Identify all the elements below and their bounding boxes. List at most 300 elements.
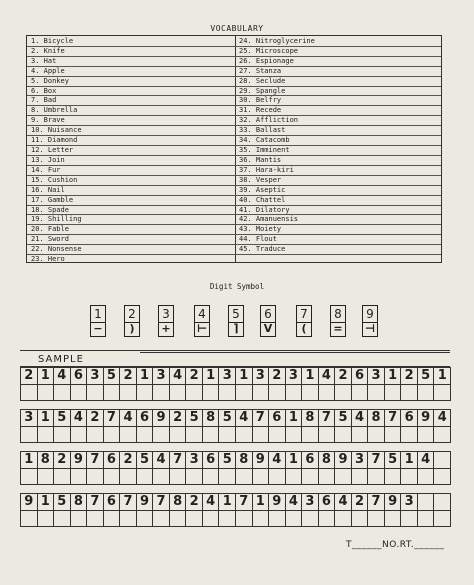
vocabulary-item: 26. Espionage <box>239 56 294 65</box>
digit-cell-number: 6 <box>401 410 417 427</box>
vocabulary-item: 38. Vesper <box>239 175 282 184</box>
digit-cell-number: 5 <box>385 452 401 469</box>
digit-cell[interactable] <box>202 367 220 401</box>
vocabulary-item: 17. Gamble <box>31 195 74 204</box>
digit-cell-number: 9 <box>71 452 87 469</box>
vocabulary-row-line <box>27 195 441 196</box>
footer-score: T______NO.RT.______ <box>346 540 445 550</box>
key-digit: 7 <box>297 306 311 323</box>
digit-cell[interactable] <box>202 493 220 527</box>
digit-cell-number: 7 <box>153 494 169 511</box>
digit-cell-number: 7 <box>319 410 335 427</box>
vocabulary-row-line <box>27 155 441 156</box>
vocabulary-item: 37. Hara-kiri <box>239 165 294 174</box>
vocabulary-item: 45. Traduce <box>239 245 286 254</box>
key-digit: 6 <box>261 306 275 323</box>
digit-cell[interactable] <box>285 367 303 401</box>
vocabulary-item: 18. Spade <box>31 205 69 214</box>
digit-cell[interactable] <box>119 451 137 485</box>
vocabulary-row-line <box>27 56 441 57</box>
digit-cell-number: 6 <box>302 452 318 469</box>
digit-cell[interactable] <box>53 451 71 485</box>
digit-cell-number: 2 <box>186 368 202 385</box>
digit-cell[interactable] <box>20 367 38 401</box>
vocabulary-item: 31. Recede <box>239 106 282 115</box>
digit-cell-number: 2 <box>269 368 285 385</box>
digit-symbol-title: Digit Symbol <box>209 282 265 291</box>
vocabulary-item: 40. Chattel <box>239 195 286 204</box>
digit-cell-number: 4 <box>352 410 368 427</box>
vocabulary-row-line <box>27 165 441 166</box>
digit-cell-number: 1 <box>385 368 401 385</box>
digit-cell-number: 7 <box>368 452 384 469</box>
digit-cell[interactable] <box>301 493 319 527</box>
digit-cell[interactable] <box>53 493 71 527</box>
vocabulary-item: 12. Letter <box>31 146 74 155</box>
vocabulary-row-line <box>27 125 441 126</box>
digit-cell[interactable] <box>169 451 187 485</box>
digit-cell-number: 7 <box>385 410 401 427</box>
digit-cell-number: 4 <box>286 494 302 511</box>
digit-cell-number: 2 <box>87 410 103 427</box>
digit-cell-number: 1 <box>253 494 269 511</box>
digit-cell[interactable] <box>268 493 286 527</box>
vocabulary-row-line <box>27 95 441 96</box>
vocabulary-item: 39. Aseptic <box>239 185 286 194</box>
vocabulary-row-line <box>27 115 441 116</box>
vocabulary-title: VOCABULARY <box>210 24 264 33</box>
vocabulary-row-line <box>27 105 441 106</box>
digit-cell-number: 3 <box>21 410 37 427</box>
vocabulary-row-line <box>27 86 441 87</box>
digit-cell-number: 8 <box>170 494 186 511</box>
vocabulary-item: 32. Affliction <box>239 116 299 125</box>
vocabulary-item: 23. Hero <box>31 255 65 264</box>
digit-cell[interactable] <box>367 493 385 527</box>
digit-cell-number: 8 <box>302 410 318 427</box>
vocabulary-row-line <box>27 234 441 235</box>
digit-cell[interactable] <box>86 451 104 485</box>
digit-cell[interactable] <box>218 493 236 527</box>
digit-cell[interactable] <box>318 367 336 401</box>
digit-cell[interactable] <box>136 409 154 443</box>
key-symbol: ( <box>301 322 307 335</box>
vocabulary-item: 25. Microscope <box>239 46 299 55</box>
digit-cell-number: 9 <box>335 452 351 469</box>
digit-cell[interactable] <box>169 493 187 527</box>
digit-cell-number: 7 <box>87 452 103 469</box>
digit-cell-number: 9 <box>418 410 434 427</box>
vocabulary-item: 11. Diamond <box>31 136 78 145</box>
vocabulary-item: 4. Apple <box>31 66 65 75</box>
digit-cell-number: 4 <box>418 452 434 469</box>
digit-cell[interactable] <box>400 409 418 443</box>
digit-cell[interactable] <box>235 451 253 485</box>
digit-cell[interactable] <box>334 367 352 401</box>
vocabulary-row-line <box>27 46 441 47</box>
key-symbol: = <box>333 322 343 335</box>
digit-cell-number: 1 <box>38 494 54 511</box>
digit-cell[interactable] <box>103 451 121 485</box>
digit-cell-number: 7 <box>104 410 120 427</box>
vocabulary-item: 7. Bad <box>31 96 57 105</box>
vocabulary-item: 36. Mantis <box>239 155 282 164</box>
vocabulary-row-line <box>27 175 441 176</box>
digit-cell-number: 3 <box>219 368 235 385</box>
digit-cell-number: 1 <box>203 368 219 385</box>
digit-cell[interactable] <box>152 409 170 443</box>
digit-cell[interactable] <box>252 451 270 485</box>
digit-cell[interactable] <box>351 493 369 527</box>
digit-cell[interactable] <box>70 409 88 443</box>
digit-cell[interactable] <box>70 493 88 527</box>
digit-cell[interactable] <box>37 367 55 401</box>
vocabulary-item: 43. Moiety <box>239 225 282 234</box>
digit-cell[interactable] <box>185 451 203 485</box>
vocabulary-row-line <box>27 135 441 136</box>
digit-cell-number: 2 <box>335 368 351 385</box>
digit-cell[interactable] <box>70 451 88 485</box>
digit-cell[interactable] <box>235 367 253 401</box>
key-symbol: + <box>161 322 171 335</box>
sample-rule-top-2 <box>140 352 450 353</box>
vocabulary-item: 24. Nitroglycerine <box>239 37 315 45</box>
digit-cell[interactable] <box>367 451 385 485</box>
vocabulary-item: 1. Bicycle <box>31 37 74 45</box>
key-box <box>362 305 378 337</box>
digit-cell-number: 6 <box>269 410 285 427</box>
digit-cell[interactable] <box>318 409 336 443</box>
vocabulary-item: 16. Nail <box>31 185 65 194</box>
digit-cell-number: 2 <box>120 452 136 469</box>
digit-cell-number: 6 <box>352 368 368 385</box>
digit-cell[interactable] <box>20 493 38 527</box>
digit-cell-number: 4 <box>319 368 335 385</box>
vocabulary-row-line <box>27 145 441 146</box>
digit-cell-number: 5 <box>104 368 120 385</box>
digit-cell-number: 4 <box>269 452 285 469</box>
digit-cell-number: 9 <box>153 410 169 427</box>
digit-cell-number: 6 <box>137 410 153 427</box>
digit-cell-number: 8 <box>71 494 87 511</box>
digit-cell[interactable] <box>433 451 451 485</box>
digit-cell[interactable] <box>70 367 88 401</box>
digit-cell-number: 8 <box>38 452 54 469</box>
digit-cell[interactable] <box>37 451 55 485</box>
digit-cell[interactable] <box>417 367 435 401</box>
digit-cell[interactable] <box>202 451 220 485</box>
digit-cell[interactable] <box>334 493 352 527</box>
vocabulary-row-line <box>27 224 441 225</box>
digit-cell-number: 5 <box>335 410 351 427</box>
vocabulary-row-line <box>27 66 441 67</box>
digit-cell-number: 2 <box>21 368 37 385</box>
vocabulary-item: 29. Spangle <box>239 86 286 95</box>
digit-cell-number: 4 <box>153 452 169 469</box>
digit-cell[interactable] <box>185 493 203 527</box>
digit-cell-number: 4 <box>120 410 136 427</box>
vocabulary-item: 6. Box <box>31 86 57 95</box>
digit-cell-number: 4 <box>54 368 70 385</box>
digit-cell-number: 6 <box>104 452 120 469</box>
digit-cell-number: 1 <box>286 452 302 469</box>
digit-cell[interactable] <box>285 451 303 485</box>
digit-cell[interactable] <box>351 409 369 443</box>
digit-cell-number: 1 <box>302 368 318 385</box>
digit-cell[interactable] <box>86 409 104 443</box>
digit-cell[interactable] <box>301 367 319 401</box>
digit-cell-number: 7 <box>368 494 384 511</box>
digit-cell-number: 8 <box>203 410 219 427</box>
vocabulary-item: 14. Fur <box>31 165 61 174</box>
digit-cell-number: 6 <box>319 494 335 511</box>
digit-cell[interactable] <box>218 409 236 443</box>
digit-cell-number: 7 <box>170 452 186 469</box>
digit-cell[interactable] <box>301 451 319 485</box>
key-symbol: V <box>263 322 273 335</box>
digit-cell[interactable] <box>53 367 71 401</box>
digit-cell[interactable] <box>103 493 121 527</box>
vocabulary-item: 10. Nuisance <box>31 126 82 135</box>
digit-cell-number: 2 <box>120 368 136 385</box>
digit-cell-number: 5 <box>54 410 70 427</box>
digit-cell[interactable] <box>433 367 451 401</box>
vocabulary-item: 34. Catacomb <box>239 136 290 145</box>
sample-rule-top <box>20 350 450 351</box>
vocabulary-item: 33. Ballast <box>239 126 286 135</box>
vocabulary-row-line <box>27 76 441 77</box>
digit-cell-number: 1 <box>434 368 450 385</box>
digit-cell-number: 1 <box>38 368 54 385</box>
vocabulary-row-line <box>27 244 441 245</box>
vocabulary-item: 21. Sword <box>31 235 69 244</box>
digit-cell-number: 5 <box>219 410 235 427</box>
vocabulary-item: 15. Cushion <box>31 175 78 184</box>
vocabulary-item: 20. Fable <box>31 225 69 234</box>
digit-cell[interactable] <box>384 409 402 443</box>
digit-cell[interactable] <box>20 409 38 443</box>
vocabulary-item: 19. Shilling <box>31 215 82 224</box>
digit-cell[interactable] <box>417 451 435 485</box>
digit-cell[interactable] <box>136 493 154 527</box>
digit-cell[interactable] <box>433 493 451 527</box>
digit-cell-number: 3 <box>186 452 202 469</box>
digit-cell[interactable] <box>400 367 418 401</box>
vocabulary-item: 42. Amanuensis <box>239 215 299 224</box>
digit-cell-number: 1 <box>21 452 37 469</box>
digit-cell-number: 8 <box>319 452 335 469</box>
digit-cell[interactable] <box>301 409 319 443</box>
digit-cell-number: 3 <box>87 368 103 385</box>
digit-cell[interactable] <box>169 409 187 443</box>
digit-cell[interactable] <box>169 367 187 401</box>
vocabulary-row-line <box>27 185 441 186</box>
key-digit: 4 <box>195 306 209 323</box>
key-digit: 8 <box>331 306 345 323</box>
digit-cell-number: 4 <box>434 410 450 427</box>
digit-cell[interactable] <box>235 493 253 527</box>
digit-cell-number: 3 <box>302 494 318 511</box>
key-box <box>124 305 140 337</box>
digit-cell-number: 5 <box>137 452 153 469</box>
digit-cell-number: 9 <box>385 494 401 511</box>
digit-cell-number: 7 <box>120 494 136 511</box>
key-symbol: − <box>93 322 103 335</box>
digit-cell[interactable] <box>367 367 385 401</box>
digit-cell-number: 3 <box>368 368 384 385</box>
digit-cell[interactable] <box>86 493 104 527</box>
digit-cell-number <box>418 494 434 511</box>
key-digit: 9 <box>363 306 377 323</box>
key-symbol: ⊢ <box>196 322 208 335</box>
digit-cell[interactable] <box>268 367 286 401</box>
digit-cell-number: 9 <box>21 494 37 511</box>
digit-cell-number: 9 <box>137 494 153 511</box>
vocabulary-item: 41. Dilatory <box>239 205 290 214</box>
digit-cell-number: 9 <box>253 452 269 469</box>
digit-cell[interactable] <box>384 451 402 485</box>
digit-cell[interactable] <box>384 367 402 401</box>
digit-cell[interactable] <box>268 451 286 485</box>
key-digit: 2 <box>125 306 139 323</box>
digit-cell-number: 2 <box>186 494 202 511</box>
digit-cell-number: 3 <box>253 368 269 385</box>
digit-cell[interactable] <box>285 409 303 443</box>
key-box <box>228 305 244 337</box>
digit-cell-number: 4 <box>71 410 87 427</box>
digit-cell[interactable] <box>53 409 71 443</box>
digit-cell[interactable] <box>119 493 137 527</box>
digit-cell[interactable] <box>285 493 303 527</box>
digit-cell[interactable] <box>103 409 121 443</box>
digit-cell-number: 6 <box>203 452 219 469</box>
digit-cell-number: 5 <box>418 368 434 385</box>
digit-cell-number: 2 <box>352 494 368 511</box>
digit-cell-number: 1 <box>286 410 302 427</box>
digit-cell[interactable] <box>136 367 154 401</box>
key-digit: 5 <box>229 306 243 323</box>
digit-cell-number: 7 <box>253 410 269 427</box>
digit-cell[interactable] <box>119 409 137 443</box>
digit-cell[interactable] <box>185 367 203 401</box>
vocabulary-item: 44. Flout <box>239 235 277 244</box>
digit-cell-number: 3 <box>153 368 169 385</box>
digit-cell[interactable] <box>252 409 270 443</box>
digit-cell[interactable] <box>417 493 435 527</box>
digit-cell[interactable] <box>433 409 451 443</box>
digit-cell[interactable] <box>185 409 203 443</box>
key-box <box>260 305 276 337</box>
key-box <box>90 305 106 337</box>
digit-cell-number: 1 <box>137 368 153 385</box>
vocabulary-table <box>26 35 442 263</box>
digit-cell[interactable] <box>235 409 253 443</box>
vocabulary-row-line <box>27 205 441 206</box>
vocabulary-row-line <box>27 214 441 215</box>
key-digit: 1 <box>91 306 105 323</box>
vocabulary-item: 35. Imminent <box>239 146 290 155</box>
digit-cell[interactable] <box>20 451 38 485</box>
digit-cell-number: 5 <box>54 494 70 511</box>
digit-cell-number: 6 <box>104 494 120 511</box>
key-box <box>194 305 210 337</box>
digit-cell[interactable] <box>252 493 270 527</box>
vocabulary-divider <box>235 36 236 262</box>
digit-cell-number: 4 <box>203 494 219 511</box>
digit-cell[interactable] <box>334 451 352 485</box>
digit-cell-number: 1 <box>219 494 235 511</box>
digit-cell-number: 8 <box>368 410 384 427</box>
digit-cell-number: 3 <box>352 452 368 469</box>
digit-cell-number: 2 <box>401 368 417 385</box>
digit-cell-number: 5 <box>219 452 235 469</box>
digit-cell[interactable] <box>152 367 170 401</box>
digit-cell[interactable] <box>86 367 104 401</box>
digit-cell-number: 3 <box>286 368 302 385</box>
digit-cell-number: 9 <box>269 494 285 511</box>
key-symbol: ⊣ <box>364 322 376 335</box>
vocabulary-item: 30. Belfry <box>239 96 282 105</box>
digit-cell[interactable] <box>103 367 121 401</box>
digit-cell-number: 1 <box>401 452 417 469</box>
digit-cell[interactable] <box>152 493 170 527</box>
digit-cell-number: 4 <box>335 494 351 511</box>
vocabulary-item: 13. Join <box>31 155 65 164</box>
vocabulary-item: 5. Donkey <box>31 76 69 85</box>
digit-cell[interactable] <box>119 367 137 401</box>
digit-cell[interactable] <box>384 493 402 527</box>
vocabulary-item: 22. Nonsense <box>31 245 82 254</box>
digit-cell-number: 2 <box>170 410 186 427</box>
digit-cell[interactable] <box>268 409 286 443</box>
digit-cell[interactable] <box>152 451 170 485</box>
digit-cell-number: 1 <box>38 410 54 427</box>
digit-cell[interactable] <box>318 493 336 527</box>
digit-cell-number: 7 <box>87 494 103 511</box>
digit-cell[interactable] <box>37 409 55 443</box>
digit-cell[interactable] <box>417 409 435 443</box>
digit-cell[interactable] <box>202 409 220 443</box>
digit-cell[interactable] <box>37 493 55 527</box>
digit-cell-number: 4 <box>170 368 186 385</box>
vocabulary-item: 3. Hat <box>31 56 57 65</box>
digit-cell-number: 4 <box>236 410 252 427</box>
digit-cell-number: 2 <box>54 452 70 469</box>
digit-cell[interactable] <box>400 451 418 485</box>
digit-cell[interactable] <box>318 451 336 485</box>
digit-cell[interactable] <box>136 451 154 485</box>
digit-cell-number: 5 <box>186 410 202 427</box>
digit-cell-number: 1 <box>236 368 252 385</box>
digit-cell-number: 7 <box>236 494 252 511</box>
digit-cell[interactable] <box>334 409 352 443</box>
vocabulary-row-line <box>27 254 441 255</box>
digit-cell[interactable] <box>252 367 270 401</box>
digit-cell[interactable] <box>218 451 236 485</box>
digit-cell[interactable] <box>367 409 385 443</box>
digit-cell-number <box>434 452 450 469</box>
digit-cell-number <box>434 494 450 511</box>
digit-cell-number: 6 <box>71 368 87 385</box>
key-symbol: ) <box>129 322 135 335</box>
vocabulary-item: 27. Stanza <box>239 66 282 75</box>
key-box <box>296 305 312 337</box>
digit-cell[interactable] <box>400 493 418 527</box>
vocabulary-item: 28. Seclude <box>239 76 286 85</box>
digit-cell[interactable] <box>218 367 236 401</box>
digit-cell[interactable] <box>351 367 369 401</box>
digit-cell[interactable] <box>351 451 369 485</box>
